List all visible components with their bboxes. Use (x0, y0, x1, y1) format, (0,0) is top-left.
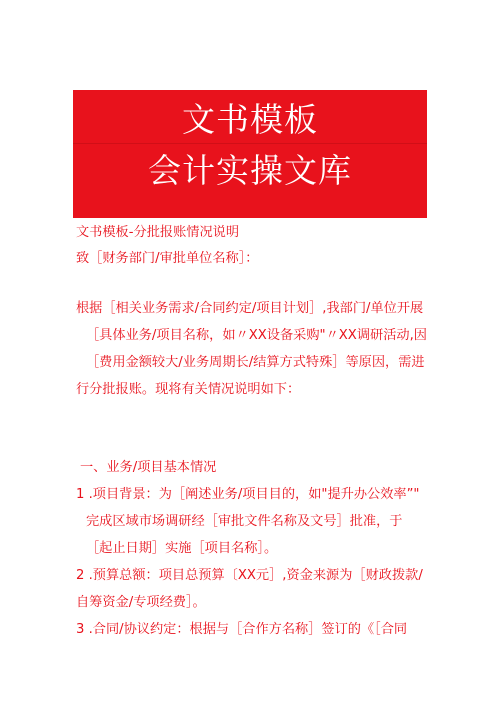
document-title: 文书模板-分批报账情况说明 (76, 225, 240, 240)
banner-title-line-1: 文书模板 (182, 100, 318, 139)
paragraph-line: ［费用金额较大/业务周期长/结算方式特殊］等原因，需进 (86, 355, 425, 370)
banner-title-line-2: 会计实操文库 (148, 151, 352, 190)
list-item-line: 3 .合同/协议约定：根据与［合作方名称］签订的《［合同 (76, 622, 408, 637)
list-item-line: 自筹资金/专项经费］。 (76, 595, 206, 610)
list-item-line: 1 .项目背景：为［阐述业务/项目目的，如"提升办公效率”" (76, 487, 420, 502)
list-item-line: 完成区域市场调研经［审批文件名称及文号］批准，于 (86, 514, 403, 529)
paragraph-line: ［具体业务/项目名称，如〃XX设备采购"〃XX调研活动,因 (86, 328, 427, 343)
paragraph-line: 行分批报账。现将有关情况说明如下： (76, 382, 301, 397)
list-item-line: 2 .预算总额：项目总预算〔XX元］,资金来源为［财政拨款/ (76, 568, 423, 583)
banner-divider (73, 143, 427, 144)
section-heading: 一、业务/项目基本情况 (80, 460, 217, 475)
list-item-line: ［起止日期］实施［项目名称］。 (86, 541, 278, 556)
paragraph-line: 根据［相关业务需求/合同约定/项目计划］,我部门/单位开展 (76, 301, 424, 316)
salutation: 致［财务部门/审批单位名称］： (76, 251, 259, 266)
